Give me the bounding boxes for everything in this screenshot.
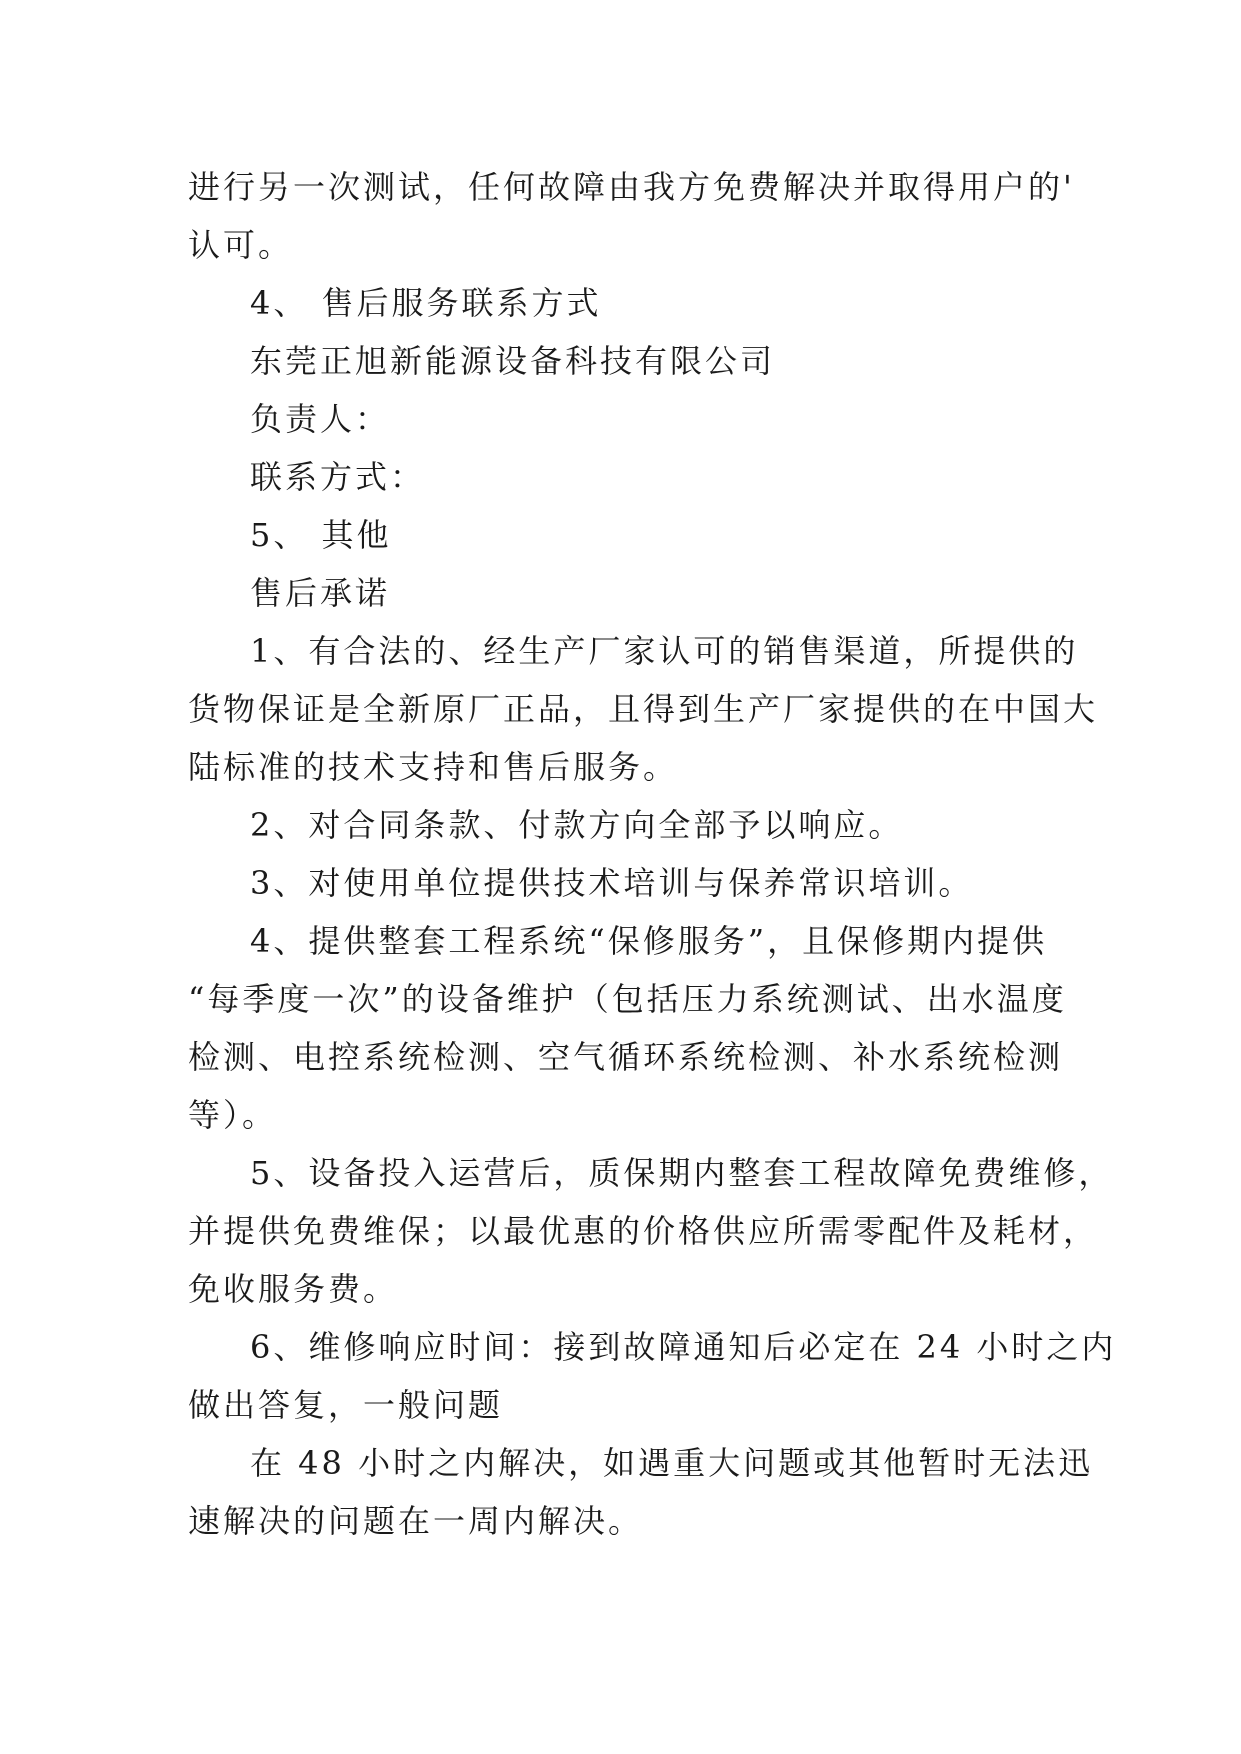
- text-line: 免收服务费。: [188, 1270, 399, 1308]
- text-line: 等）。: [188, 1096, 278, 1134]
- document-body: [188, 158, 1117, 1550]
- text-line: 进行另一次测试，任何故障由我方免费解决并取得用户的': [188, 168, 1075, 206]
- text-line: 检测、电控系统检测、空气循环系统检测、补水系统检测: [188, 1038, 1064, 1076]
- text-line: 5、设备投入运营后，质保期内整套工程故障免费维修，: [250, 1154, 1114, 1192]
- text-line: 6、维修响应时间：接到故障通知后必定在 24 小时之内: [250, 1328, 1117, 1366]
- promise-item-1: [188, 622, 1099, 796]
- text-line: 并提供免费维保；以最优惠的价格供应所需零配件及耗材，: [188, 1212, 1099, 1250]
- paragraph-test-continuation: [188, 158, 1075, 274]
- text-line: 2、对合同条款、付款方向全部予以响应。: [250, 806, 904, 844]
- text-line: 在 48 小时之内解决，如遇重大问题或其他暂时无法迅: [250, 1444, 1094, 1482]
- contact-method-label: [188, 448, 1068, 506]
- company-name: [188, 332, 1068, 390]
- text-line: “每季度一次”的设备维护（包括压力系统测试、出水温度: [188, 980, 1067, 1018]
- promise-item-3: [188, 854, 1068, 912]
- responsible-person-label: [188, 390, 1068, 448]
- text-line: 做出答复，一般问题: [188, 1386, 504, 1424]
- text-line: 联系方式：: [250, 458, 426, 496]
- text-line: 认可。: [188, 226, 294, 264]
- text-line: 东莞正旭新能源设备科技有限公司: [250, 342, 776, 380]
- text-line: 1、有合法的、经生产厂家认可的销售渠道，所提供的: [250, 632, 1079, 670]
- text-line: 陆标准的技术支持和售后服务。: [188, 748, 679, 786]
- promise-item-4: [188, 912, 1068, 1144]
- text-line: 货物保证是全新原厂正品，且得到生产厂家提供的在中国大: [188, 690, 1099, 728]
- promise-item-5: [188, 1144, 1114, 1318]
- text-line: 5、 其他: [250, 516, 392, 554]
- heading-after-sales-contact: [188, 274, 1068, 332]
- text-line: 负责人：: [250, 400, 391, 438]
- heading-other: [188, 506, 1068, 564]
- text-line: 4、提供整套工程系统“保修服务”，且保修期内提供: [250, 922, 1048, 960]
- promise-item-6: [188, 1318, 1117, 1434]
- promise-item-2: [188, 796, 1068, 854]
- text-line: 3、对使用单位提供技术培训与保养常识培训。: [250, 864, 974, 902]
- heading-after-sales-promise: [188, 564, 1068, 622]
- text-line: 4、 售后服务联系方式: [250, 284, 602, 322]
- text-line: 速解决的问题在一周内解决。: [188, 1502, 644, 1540]
- promise-item-6-continuation: [188, 1434, 1094, 1550]
- text-line: 售后承诺: [250, 574, 391, 612]
